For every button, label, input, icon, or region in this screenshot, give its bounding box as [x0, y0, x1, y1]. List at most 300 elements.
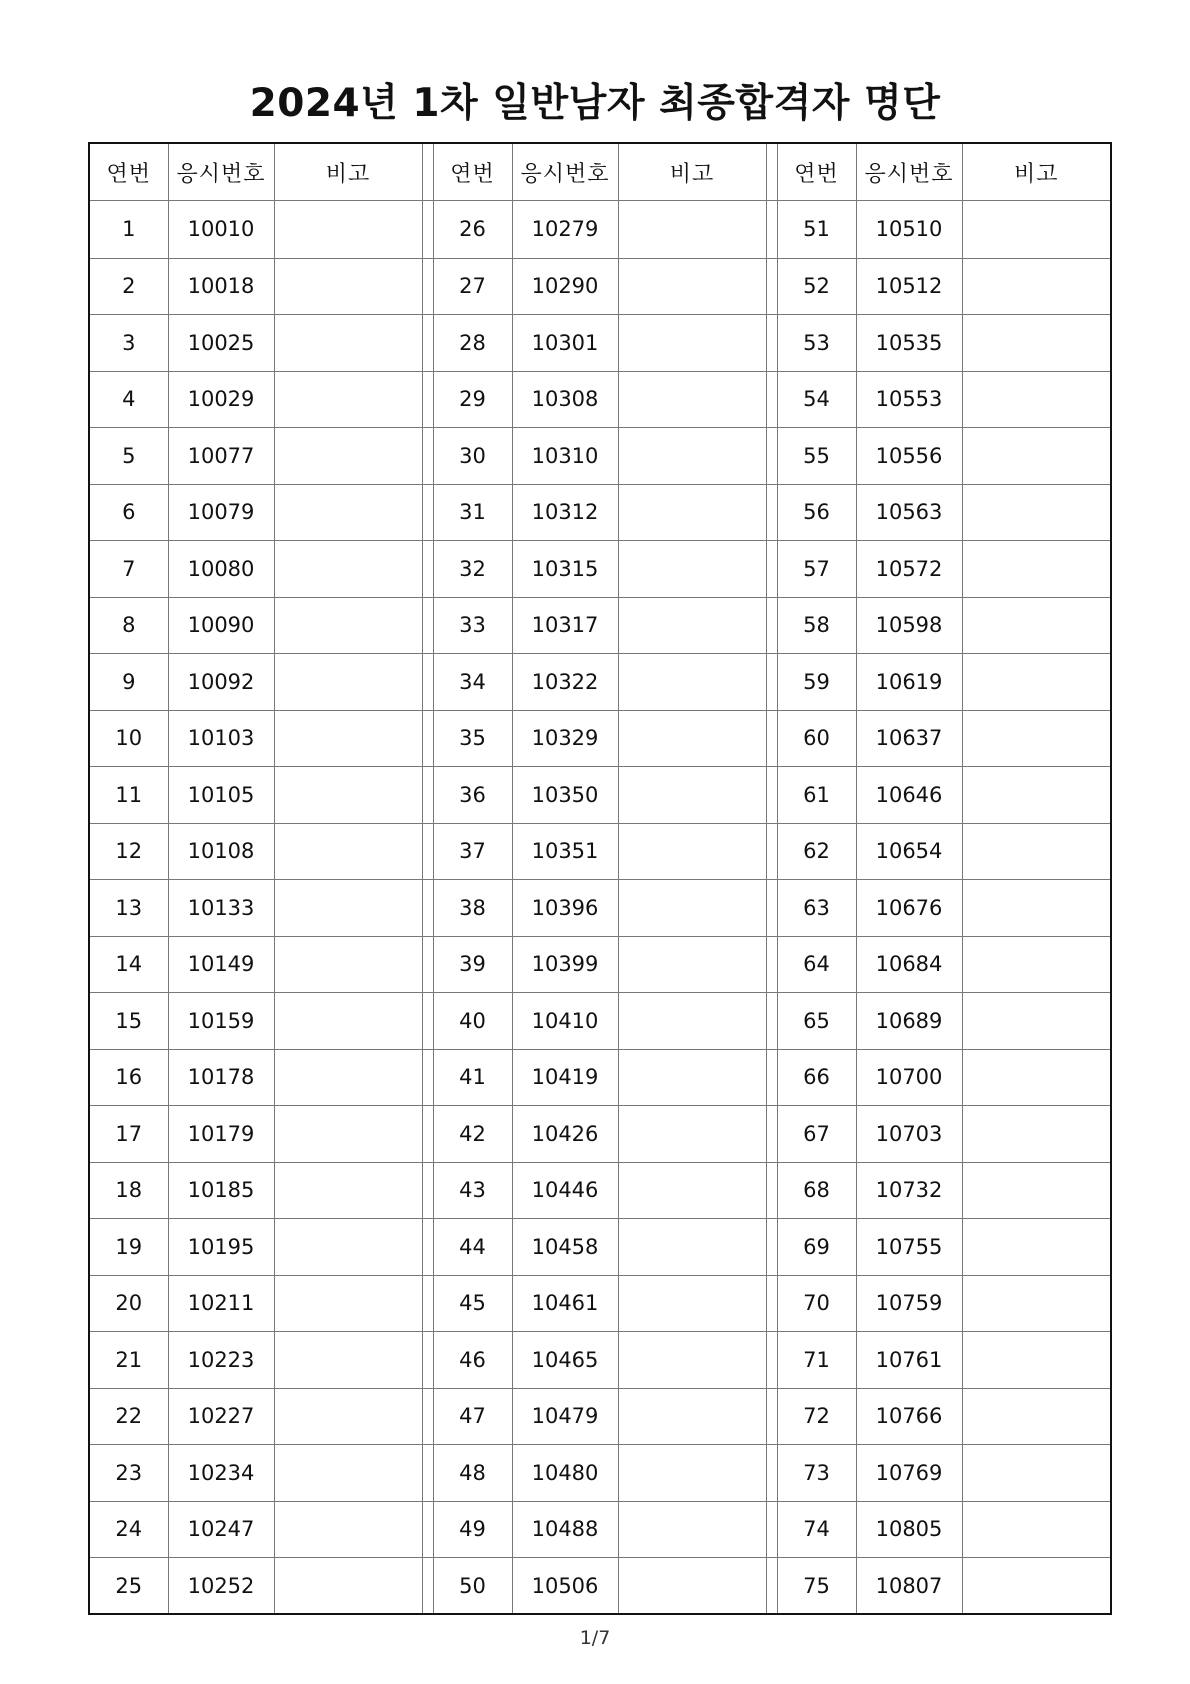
column-gap [422, 541, 433, 598]
seq-cell: 68 [777, 1162, 856, 1219]
column-gap [422, 936, 433, 993]
seq-cell: 8 [89, 597, 168, 654]
column-gap [766, 710, 777, 767]
exam-number-cell: 10315 [512, 541, 618, 598]
remark-cell [962, 484, 1111, 541]
remark-cell [618, 710, 766, 767]
exam-number-cell: 10308 [512, 371, 618, 428]
remark-cell [274, 371, 422, 428]
remark-cell [274, 1501, 422, 1558]
exam-number-cell: 10465 [512, 1332, 618, 1389]
remark-cell [962, 597, 1111, 654]
column-gap [766, 880, 777, 937]
column-gap [422, 710, 433, 767]
exam-number-cell: 10252 [168, 1558, 274, 1615]
seq-cell: 4 [89, 371, 168, 428]
exam-number-cell: 10317 [512, 597, 618, 654]
remark-cell [962, 1162, 1111, 1219]
remark-cell [618, 1275, 766, 1332]
seq-cell: 37 [433, 823, 512, 880]
remark-cell [274, 1162, 422, 1219]
seq-cell: 29 [433, 371, 512, 428]
remark-cell [962, 1106, 1111, 1163]
seq-cell: 47 [433, 1388, 512, 1445]
seq-cell: 19 [89, 1219, 168, 1276]
seq-cell: 54 [777, 371, 856, 428]
seq-cell: 30 [433, 428, 512, 485]
exam-number-cell: 10025 [168, 315, 274, 372]
column-gap [422, 371, 433, 428]
seq-cell: 74 [777, 1501, 856, 1558]
column-gap [766, 993, 777, 1050]
seq-cell: 32 [433, 541, 512, 598]
column-gap [766, 1388, 777, 1445]
seq-cell: 53 [777, 315, 856, 372]
exam-number-cell: 10654 [856, 823, 962, 880]
column-gap [766, 1501, 777, 1558]
column-gap [422, 1445, 433, 1502]
seq-cell: 73 [777, 1445, 856, 1502]
seq-cell: 66 [777, 1049, 856, 1106]
exam-number-cell: 10563 [856, 484, 962, 541]
seq-cell: 39 [433, 936, 512, 993]
table-row [89, 1445, 1111, 1502]
column-gap [422, 1388, 433, 1445]
seq-cell: 46 [433, 1332, 512, 1389]
remark-cell [618, 1219, 766, 1276]
exam-number-cell: 10029 [168, 371, 274, 428]
column-gap [766, 1445, 777, 1502]
column-gap [422, 1049, 433, 1106]
remark-cell [274, 1106, 422, 1163]
seq-cell: 59 [777, 654, 856, 711]
exam-number-cell: 10133 [168, 880, 274, 937]
seq-cell: 16 [89, 1049, 168, 1106]
table-row [89, 484, 1111, 541]
seq-cell: 44 [433, 1219, 512, 1276]
remark-cell [618, 541, 766, 598]
seq-cell: 40 [433, 993, 512, 1050]
exam-number-cell: 10535 [856, 315, 962, 372]
seq-cell: 45 [433, 1275, 512, 1332]
column-gap [766, 1049, 777, 1106]
exam-number-cell: 10185 [168, 1162, 274, 1219]
remark-cell [962, 201, 1111, 259]
remark-cell [618, 1049, 766, 1106]
remark-cell [274, 1388, 422, 1445]
seq-cell: 10 [89, 710, 168, 767]
remark-cell [618, 1445, 766, 1502]
seq-cell: 72 [777, 1388, 856, 1445]
exam-number-cell: 10461 [512, 1275, 618, 1332]
header-exam-number: 응시번호 [512, 143, 618, 201]
exam-number-cell: 10446 [512, 1162, 618, 1219]
seq-cell: 21 [89, 1332, 168, 1389]
table-row [89, 936, 1111, 993]
exam-number-cell: 10458 [512, 1219, 618, 1276]
seq-cell: 71 [777, 1332, 856, 1389]
column-gap [422, 823, 433, 880]
table-row [89, 258, 1111, 315]
exam-number-cell: 10410 [512, 993, 618, 1050]
remark-cell [962, 371, 1111, 428]
exam-number-cell: 10312 [512, 484, 618, 541]
exam-number-cell: 10512 [856, 258, 962, 315]
exam-number-cell: 10556 [856, 428, 962, 485]
header-remark: 비고 [274, 143, 422, 201]
remark-cell [618, 993, 766, 1050]
seq-cell: 75 [777, 1558, 856, 1615]
seq-cell: 3 [89, 315, 168, 372]
column-gap [422, 428, 433, 485]
exam-number-cell: 10092 [168, 654, 274, 711]
remark-cell [274, 1219, 422, 1276]
column-gap [766, 143, 777, 201]
table-row [89, 597, 1111, 654]
exam-number-cell: 10211 [168, 1275, 274, 1332]
column-gap [766, 1332, 777, 1389]
header-seq: 연번 [777, 143, 856, 201]
remark-cell [618, 371, 766, 428]
remark-cell [962, 1388, 1111, 1445]
remark-cell [274, 1332, 422, 1389]
remark-cell [962, 541, 1111, 598]
remark-cell [274, 823, 422, 880]
exam-number-cell: 10159 [168, 993, 274, 1050]
exam-number-cell: 10646 [856, 767, 962, 824]
exam-number-cell: 10598 [856, 597, 962, 654]
remark-cell [618, 1501, 766, 1558]
table-row [89, 371, 1111, 428]
remark-cell [962, 1049, 1111, 1106]
remark-cell [274, 654, 422, 711]
header-seq: 연번 [433, 143, 512, 201]
seq-cell: 14 [89, 936, 168, 993]
remark-cell [618, 258, 766, 315]
remark-cell [274, 880, 422, 937]
header-exam-number: 응시번호 [856, 143, 962, 201]
column-gap [766, 484, 777, 541]
exam-number-cell: 10399 [512, 936, 618, 993]
seq-cell: 69 [777, 1219, 856, 1276]
exam-number-cell: 10766 [856, 1388, 962, 1445]
exam-number-cell: 10480 [512, 1445, 618, 1502]
remark-cell [618, 1332, 766, 1389]
exam-number-cell: 10510 [856, 201, 962, 259]
seq-cell: 33 [433, 597, 512, 654]
exam-number-cell: 10553 [856, 371, 962, 428]
exam-number-cell: 10018 [168, 258, 274, 315]
remark-cell [962, 1332, 1111, 1389]
remark-cell [618, 767, 766, 824]
table-row [89, 1558, 1111, 1615]
remark-cell [962, 258, 1111, 315]
exam-number-cell: 10108 [168, 823, 274, 880]
exam-number-cell: 10703 [856, 1106, 962, 1163]
exam-number-cell: 10247 [168, 1501, 274, 1558]
remark-cell [618, 823, 766, 880]
remark-cell [618, 428, 766, 485]
table-row [89, 1219, 1111, 1276]
seq-cell: 60 [777, 710, 856, 767]
exam-number-cell: 10637 [856, 710, 962, 767]
exam-number-cell: 10149 [168, 936, 274, 993]
column-gap [422, 993, 433, 1050]
table-row [89, 654, 1111, 711]
seq-cell: 31 [433, 484, 512, 541]
column-gap [422, 1275, 433, 1332]
header-remark: 비고 [962, 143, 1111, 201]
seq-cell: 51 [777, 201, 856, 259]
exam-number-cell: 10090 [168, 597, 274, 654]
remark-cell [962, 1219, 1111, 1276]
seq-cell: 35 [433, 710, 512, 767]
remark-cell [962, 1445, 1111, 1502]
seq-cell: 28 [433, 315, 512, 372]
table-row [89, 1275, 1111, 1332]
exam-number-cell: 10755 [856, 1219, 962, 1276]
exam-number-cell: 10419 [512, 1049, 618, 1106]
header-remark: 비고 [618, 143, 766, 201]
exam-number-cell: 10223 [168, 1332, 274, 1389]
remark-cell [274, 315, 422, 372]
table-row [89, 710, 1111, 767]
seq-cell: 62 [777, 823, 856, 880]
remark-cell [618, 484, 766, 541]
exam-number-cell: 10179 [168, 1106, 274, 1163]
seq-cell: 20 [89, 1275, 168, 1332]
seq-cell: 52 [777, 258, 856, 315]
column-gap [422, 1501, 433, 1558]
column-gap [766, 1106, 777, 1163]
remark-cell [274, 541, 422, 598]
remark-cell [274, 710, 422, 767]
remark-cell [618, 201, 766, 259]
remark-cell [274, 428, 422, 485]
column-gap [766, 1275, 777, 1332]
remark-cell [274, 1558, 422, 1615]
remark-cell [962, 1501, 1111, 1558]
exam-number-cell: 10759 [856, 1275, 962, 1332]
table-row [89, 1049, 1111, 1106]
seq-cell: 36 [433, 767, 512, 824]
exam-number-cell: 10684 [856, 936, 962, 993]
column-gap [422, 880, 433, 937]
remark-cell [618, 936, 766, 993]
seq-cell: 5 [89, 428, 168, 485]
seq-cell: 6 [89, 484, 168, 541]
exam-number-cell: 10732 [856, 1162, 962, 1219]
table-row [89, 880, 1111, 937]
seq-cell: 58 [777, 597, 856, 654]
seq-cell: 38 [433, 880, 512, 937]
remark-cell [274, 258, 422, 315]
seq-cell: 9 [89, 654, 168, 711]
header-row [89, 143, 1111, 201]
column-gap [422, 258, 433, 315]
page-title: 2024년 1차 일반남자 최종합격자 명단 [249, 81, 941, 126]
remark-cell [962, 654, 1111, 711]
remark-cell [962, 710, 1111, 767]
column-gap [766, 541, 777, 598]
seq-cell: 48 [433, 1445, 512, 1502]
seq-cell: 55 [777, 428, 856, 485]
remark-cell [618, 1162, 766, 1219]
seq-cell: 11 [89, 767, 168, 824]
seq-cell: 1 [89, 201, 168, 259]
column-gap [766, 1558, 777, 1615]
table-row [89, 428, 1111, 485]
seq-cell: 43 [433, 1162, 512, 1219]
column-gap [422, 315, 433, 372]
column-gap [766, 371, 777, 428]
exam-number-cell: 10805 [856, 1501, 962, 1558]
exam-number-cell: 10227 [168, 1388, 274, 1445]
exam-number-cell: 10279 [512, 201, 618, 259]
table-row [89, 1106, 1111, 1163]
seq-cell: 63 [777, 880, 856, 937]
table-row [89, 315, 1111, 372]
seq-cell: 26 [433, 201, 512, 259]
exam-number-cell: 10301 [512, 315, 618, 372]
exam-number-cell: 10807 [856, 1558, 962, 1615]
seq-cell: 27 [433, 258, 512, 315]
table-row [89, 1501, 1111, 1558]
remark-cell [618, 1106, 766, 1163]
exam-number-cell: 10761 [856, 1332, 962, 1389]
exam-number-cell: 10329 [512, 710, 618, 767]
remark-cell [618, 315, 766, 372]
exam-number-cell: 10351 [512, 823, 618, 880]
remark-cell [962, 993, 1111, 1050]
remark-cell [962, 880, 1111, 937]
seq-cell: 18 [89, 1162, 168, 1219]
exam-number-cell: 10426 [512, 1106, 618, 1163]
exam-number-cell: 10079 [168, 484, 274, 541]
column-gap [422, 654, 433, 711]
seq-cell: 50 [433, 1558, 512, 1615]
remark-cell [274, 993, 422, 1050]
passer-list-table [88, 142, 1112, 1615]
remark-cell [618, 654, 766, 711]
column-gap [422, 767, 433, 824]
exam-number-cell: 10506 [512, 1558, 618, 1615]
remark-cell [274, 201, 422, 259]
remark-cell [962, 823, 1111, 880]
exam-number-cell: 10676 [856, 880, 962, 937]
exam-number-cell: 10077 [168, 428, 274, 485]
seq-cell: 64 [777, 936, 856, 993]
remark-cell [274, 597, 422, 654]
seq-cell: 7 [89, 541, 168, 598]
column-gap [766, 936, 777, 993]
remark-cell [962, 936, 1111, 993]
exam-number-cell: 10488 [512, 1501, 618, 1558]
exam-number-cell: 10619 [856, 654, 962, 711]
remark-cell [618, 1558, 766, 1615]
table-row [89, 767, 1111, 824]
seq-cell: 65 [777, 993, 856, 1050]
seq-cell: 56 [777, 484, 856, 541]
remark-cell [274, 767, 422, 824]
seq-cell: 41 [433, 1049, 512, 1106]
column-gap [766, 654, 777, 711]
column-gap [766, 315, 777, 372]
seq-cell: 49 [433, 1501, 512, 1558]
column-gap [422, 597, 433, 654]
seq-cell: 22 [89, 1388, 168, 1445]
column-gap [766, 258, 777, 315]
remark-cell [618, 597, 766, 654]
column-gap [422, 1106, 433, 1163]
exam-number-cell: 10572 [856, 541, 962, 598]
exam-number-cell: 10396 [512, 880, 618, 937]
exam-number-cell: 10234 [168, 1445, 274, 1502]
seq-cell: 70 [777, 1275, 856, 1332]
table-row [89, 1162, 1111, 1219]
remark-cell [618, 880, 766, 937]
seq-cell: 57 [777, 541, 856, 598]
column-gap [422, 1558, 433, 1615]
exam-number-cell: 10178 [168, 1049, 274, 1106]
exam-number-cell: 10700 [856, 1049, 962, 1106]
seq-cell: 25 [89, 1558, 168, 1615]
seq-cell: 17 [89, 1106, 168, 1163]
column-gap [766, 823, 777, 880]
column-gap [766, 428, 777, 485]
column-gap [766, 201, 777, 259]
table-row [89, 823, 1111, 880]
column-gap [422, 201, 433, 259]
exam-number-cell: 10103 [168, 710, 274, 767]
exam-number-cell: 10105 [168, 767, 274, 824]
exam-number-cell: 10479 [512, 1388, 618, 1445]
remark-cell [274, 1049, 422, 1106]
table-row [89, 201, 1111, 259]
exam-number-cell: 10080 [168, 541, 274, 598]
remark-cell [962, 1558, 1111, 1615]
column-gap [766, 767, 777, 824]
remark-cell [274, 1445, 422, 1502]
remark-cell [274, 936, 422, 993]
seq-cell: 2 [89, 258, 168, 315]
column-gap [422, 1162, 433, 1219]
seq-cell: 23 [89, 1445, 168, 1502]
exam-number-cell: 10010 [168, 201, 274, 259]
remark-cell [962, 767, 1111, 824]
seq-cell: 34 [433, 654, 512, 711]
remark-cell [962, 1275, 1111, 1332]
exam-number-cell: 10290 [512, 258, 618, 315]
remark-cell [962, 315, 1111, 372]
page-number: 1/7 [579, 1627, 611, 1649]
table-row [89, 1332, 1111, 1389]
column-gap [422, 484, 433, 541]
seq-cell: 12 [89, 823, 168, 880]
column-gap [766, 1219, 777, 1276]
seq-cell: 42 [433, 1106, 512, 1163]
header-exam-number: 응시번호 [168, 143, 274, 201]
exam-number-cell: 10350 [512, 767, 618, 824]
header-seq: 연번 [89, 143, 168, 201]
exam-number-cell: 10195 [168, 1219, 274, 1276]
exam-number-cell: 10322 [512, 654, 618, 711]
seq-cell: 13 [89, 880, 168, 937]
column-gap [422, 1332, 433, 1389]
exam-number-cell: 10689 [856, 993, 962, 1050]
table-row [89, 541, 1111, 598]
remark-cell [274, 1275, 422, 1332]
